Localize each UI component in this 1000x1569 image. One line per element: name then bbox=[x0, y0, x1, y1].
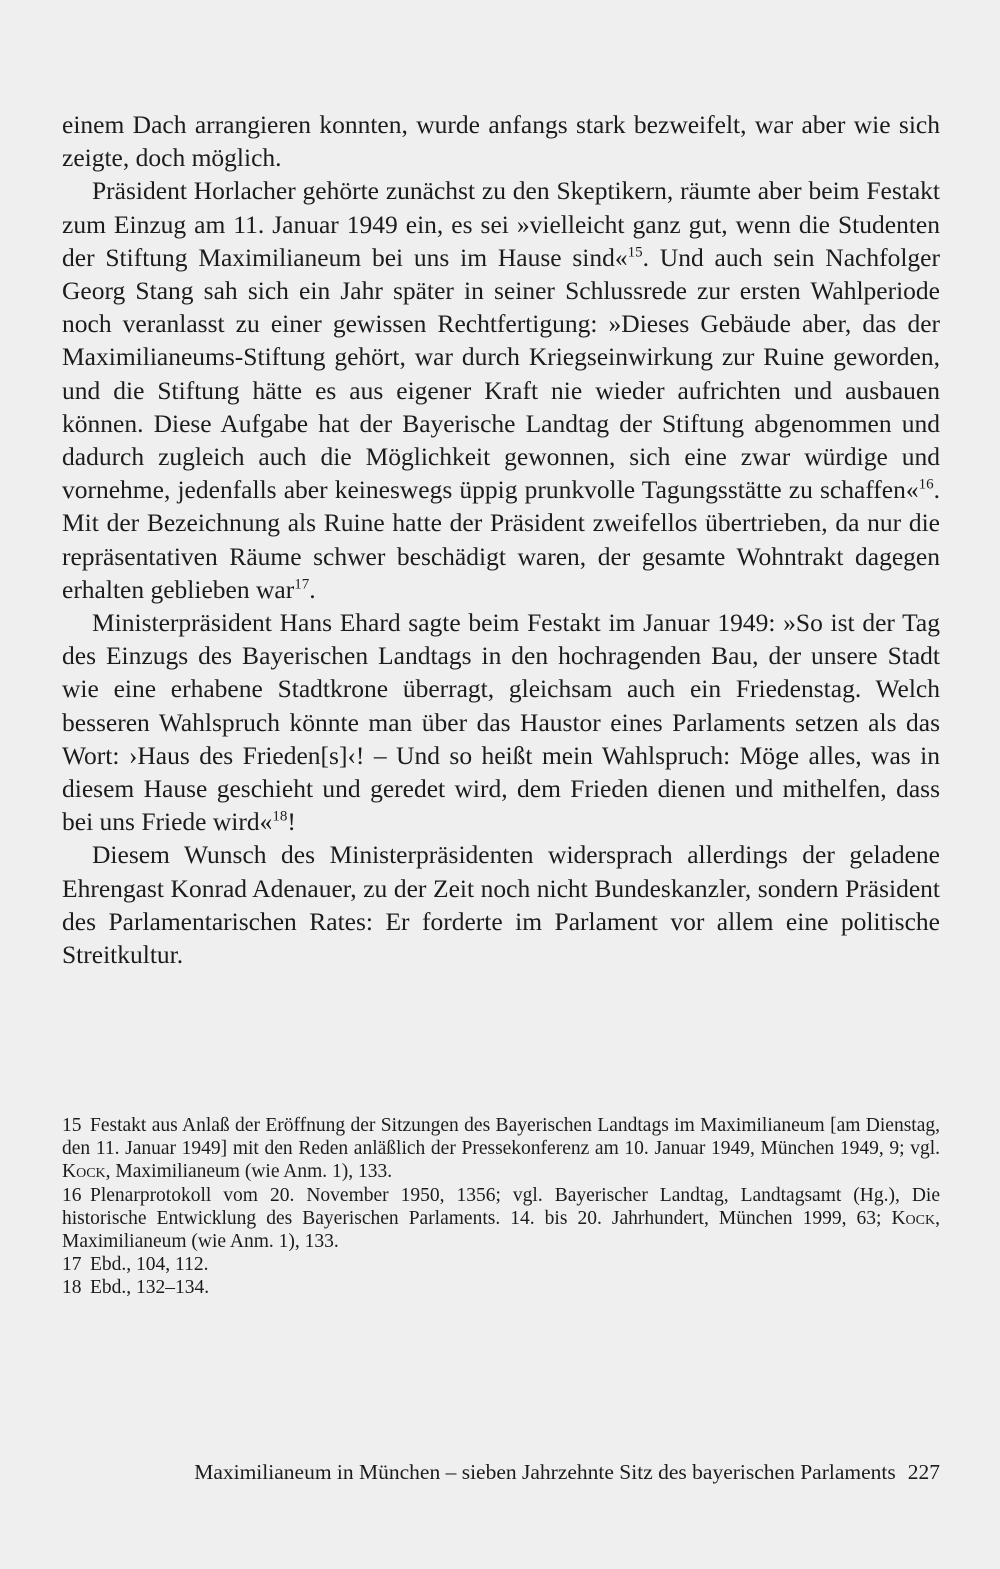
footnote bbox=[62, 1253, 940, 1276]
text-run: . Mit der Bezeichnung als Ruine hatte der Präsident zweifellos übertrieben, da nur die repräsentativen Räume schwer beschädigt waren, der gesamte Wohntrakt dagegen erhalten geblieben war bbox=[62, 475, 940, 604]
footnote-reference: 16 bbox=[918, 476, 934, 493]
running-title: Maximilianeum in München – sieben Jahrzehnte Sitz des bayerischen Parlaments bbox=[194, 1460, 896, 1484]
footnote-number: 16 bbox=[62, 1184, 82, 1206]
author-name: Kock bbox=[891, 1207, 936, 1229]
paragraph bbox=[62, 108, 940, 174]
paragraph bbox=[62, 838, 940, 971]
text-run: , Maximilianeum (wie Anm. 1), 133. bbox=[105, 1161, 393, 1183]
footnotes bbox=[62, 1114, 940, 1300]
text-run: ! bbox=[287, 807, 296, 837]
body-text bbox=[62, 108, 940, 971]
text-run: . bbox=[309, 574, 316, 604]
text-run: Ebd., 104, 112. bbox=[90, 1254, 209, 1276]
text-run: Ebd., 132–134. bbox=[90, 1277, 210, 1299]
text-run: . Und auch sein Nachfolger Georg Stang sah sich ein Jahr später in seiner Schlussrede zur ersten Wahlperiode noch veranlasst zu einer gewissen Rechtfertigung: »Dieses Gebäude aber, das der Maximilianeums-Stiftung gehört, war durch Kriegseinwirkung zur Ruine geworden, und die Stiftung hätte es aus eigener Kraft nie wieder aufrichten und ausbauen können. Diese Aufgabe hat der Bayerische Landtag der Stiftung abgenommen und dadurch zugleich auch die Möglichkeit gewonnen, sich eine zwar würdige und vornehme, jedenfalls aber keineswegs üppig prunkvolle Tagungsstätte zu schaffen« bbox=[62, 242, 940, 505]
text-run: Plenarprotokoll vom 20. November 1950, 1356; vgl. Bayerischer Landtag, Landtagsamt (Hg.), Die historische Entwicklung des Bayerischen Parlaments. 14. bis 20. Jahrhundert, München 1999, 63; bbox=[62, 1184, 940, 1229]
footnote-number: 17 bbox=[62, 1254, 82, 1276]
footnote-reference: 15 bbox=[627, 244, 643, 261]
author-name: Kock bbox=[62, 1161, 106, 1183]
footnote-number: 15 bbox=[62, 1115, 82, 1136]
footnote-reference: 17 bbox=[294, 576, 310, 593]
text-run: einem Dach arrangieren konnten, wurde anfangs stark bezweifelt, war aber wie sich zeigte, doch möglich. bbox=[62, 110, 940, 173]
text-run: , Maximilianeum (wie Anm. 1), 133. bbox=[62, 1207, 940, 1253]
paragraph bbox=[62, 174, 940, 606]
text-run: Diesem Wunsch des Ministerpräsidenten widersprach allerdings der geladene Ehrengast Konrad Adenauer, zu der Zeit noch nicht Bundeskanzler, sondern Präsident des Parlamentarischen Rates: Er forderte im Parlament vor allem eine politische Streitkultur. bbox=[62, 840, 940, 970]
paragraph bbox=[62, 606, 940, 838]
footnote-number: 18 bbox=[62, 1277, 82, 1299]
footnote bbox=[62, 1114, 940, 1184]
text-run: Präsident Horlacher gehörte zunächst zu den Skeptikern, räumte aber beim Festakt zum Einzug am 11. Januar 1949 ein, es sei »vielleicht ganz gut, wenn die Studenten der Stiftung Maximilianeum bei uns im Hause sind« bbox=[62, 176, 940, 272]
running-footer bbox=[62, 1458, 940, 1486]
footnote bbox=[62, 1276, 940, 1299]
footnote bbox=[62, 1184, 940, 1254]
page-number: 227 bbox=[907, 1460, 940, 1484]
footnote-reference: 18 bbox=[272, 808, 288, 825]
text-run: Ministerpräsident Hans Ehard sagte beim Festakt im Januar 1949: »So ist der Tag des Einzugs des Bayerischen Landtags in den hochragenden Bau, der unsere Stadt wie eine erhabene Stadtkrone überragt, gleichsam auch ein Friedenstag. Welch besseren Wahlspruch könnte man über das Haustor eines Parlaments setzen als das Wort: ›Haus des Frieden[s]‹! – Und so heißt mein Wahlspruch: Möge alles, was in diesem Hause geschieht und geredet wird, dem Frieden dienen und mithelfen, dass bei uns Friede wird« bbox=[62, 608, 940, 837]
text-run: Festakt aus Anlaß der Eröffnung der Sitzungen des Bayerischen Landtags im Maximilianeum [am Dienstag, den 11. Januar 1949] mit den Reden anläßlich der Pressekonferenz am 10. Januar 1949, München 1949, 9; vgl. bbox=[62, 1115, 940, 1160]
